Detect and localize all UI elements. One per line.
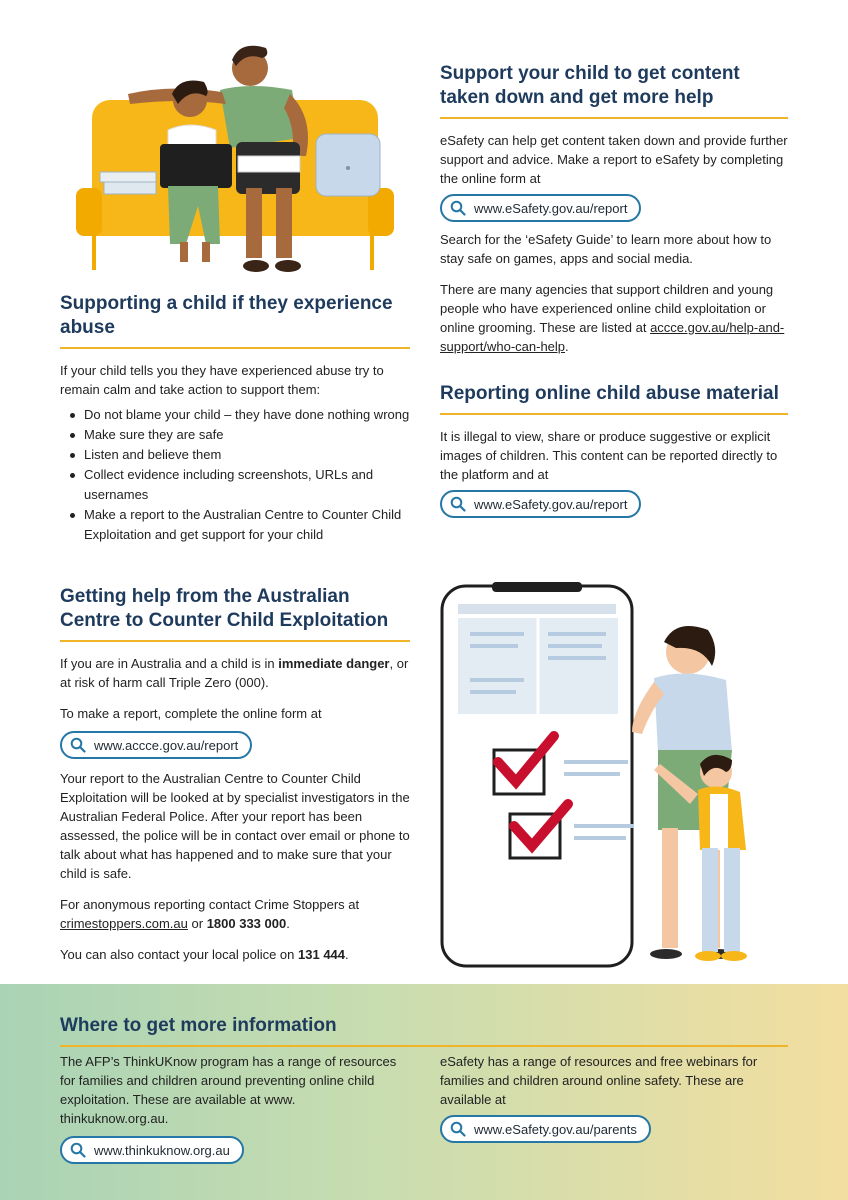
family-on-couch-illustration xyxy=(70,38,400,278)
support-child-heading: Supporting a child if they experience abuse xyxy=(60,292,410,349)
text: For anonymous reporting contact Crime Stoppers at xyxy=(60,897,360,912)
thinkuknow-link[interactable] xyxy=(60,1136,244,1164)
takedown-section xyxy=(440,62,788,356)
text: . xyxy=(345,947,349,962)
thinkuknow-link-label: www.thinkuknow.org.au xyxy=(94,1142,230,1158)
thinkuknow-paragraph: The AFP’s ThinkUKnow program has a range of resources for families and children around preventing online child exploitation. These are available at www. thinkuknow.org.au. xyxy=(60,1054,397,1126)
footer-heading: Where to get more information xyxy=(60,1014,788,1047)
search-icon xyxy=(70,1142,86,1158)
search-icon xyxy=(450,496,466,512)
immediate-danger-text: immediate danger xyxy=(278,656,390,671)
esafety-parents-link-label: www.eSafety.gov.au/parents xyxy=(474,1121,637,1137)
reporting-paragraph: It is illegal to view, share or produce suggestive or explicit images of children. This content can be reported directly to the platform and at xyxy=(440,429,778,482)
support-child-intro: If your child tells you they have experienced abuse try to remain calm and take action to support them: xyxy=(60,363,384,397)
list-item: Collect evidence including screenshots, URLs and usernames xyxy=(60,465,410,505)
esafety-report-link-label: www.eSafety.gov.au/report xyxy=(474,496,628,512)
search-icon xyxy=(450,200,466,216)
list-item: Make a report to the Australian Centre to Counter Child Exploitation and get support for your child xyxy=(60,505,410,545)
accce-section xyxy=(60,585,410,964)
more-info-footer xyxy=(0,984,848,1200)
text: , or at risk of harm call Triple Zero (000). xyxy=(60,656,409,690)
footer-right-column xyxy=(440,1052,788,1143)
accce-report-link-label: www.accce.gov.au/report xyxy=(94,737,239,753)
list-item: Do not blame your child – they have done nothing wrong xyxy=(60,405,410,425)
search-icon xyxy=(450,1121,466,1137)
police-phone: 131 444 xyxy=(298,947,346,962)
accce-heading: Getting help from the Australian Centre to Counter Child Exploitation xyxy=(60,585,410,642)
text: If you are in Australia and a child is in xyxy=(60,656,279,671)
footer-left-column xyxy=(60,1052,400,1164)
text: You can also contact your local police on xyxy=(60,947,299,962)
checklist-phone-illustration xyxy=(436,582,776,972)
esafety-parents-paragraph: eSafety has a range of resources and free webinars for families and children around online safety. These are available at xyxy=(440,1054,758,1107)
accce-paragraph-4 xyxy=(60,895,410,933)
accce-report-link[interactable] xyxy=(60,731,252,759)
support-child-section xyxy=(60,292,410,545)
search-icon xyxy=(70,737,86,753)
accce-paragraph-1 xyxy=(60,654,410,692)
accce-paragraph-2: To make a report, complete the online form at xyxy=(60,706,322,721)
reporting-section xyxy=(440,382,788,518)
takedown-paragraph-1: eSafety can help get content taken down and provide further support and advice. Make a report to eSafety by completing the online form at xyxy=(440,133,788,186)
list-item: Make sure they are safe xyxy=(60,425,410,445)
list-item: Listen and believe them xyxy=(60,445,410,465)
crimestoppers-link[interactable]: crimestoppers.com.au xyxy=(60,916,188,931)
accce-help-link[interactable]: accce.gov.au/help-and-support/who-can-help xyxy=(440,320,785,354)
accce-paragraph-3: Your report to the Australian Centre to Counter Child Exploitation will be looked at by specialist investigators in the Australian Federal Police. After your report has been assessed, the police will be in contact over email or phone to talk about what has happened and to make sure that your child is safe. xyxy=(60,771,410,881)
text: . xyxy=(286,916,290,931)
text: or xyxy=(187,916,207,931)
esafety-report-link[interactable] xyxy=(440,194,641,222)
reporting-heading: Reporting online child abuse material xyxy=(440,382,788,415)
support-child-bullets xyxy=(60,405,410,545)
takedown-heading: Support your child to get content taken down and get more help xyxy=(440,62,788,119)
text: There are many agencies that support children and young people who have experienced online child exploitation or online grooming. These are listed at xyxy=(440,282,774,335)
esafety-parents-link[interactable] xyxy=(440,1115,651,1143)
esafety-report-link-2[interactable] xyxy=(440,490,641,518)
accce-paragraph-5 xyxy=(60,945,410,964)
text: . xyxy=(565,339,569,354)
esafety-report-link-label: www.eSafety.gov.au/report xyxy=(474,200,628,216)
crimestoppers-phone: 1800 333 000 xyxy=(206,916,287,931)
takedown-paragraph-3 xyxy=(440,280,788,356)
takedown-paragraph-2: Search for the ‘eSafety Guide’ to learn more about how to stay safe on games, apps and social media. xyxy=(440,232,772,266)
